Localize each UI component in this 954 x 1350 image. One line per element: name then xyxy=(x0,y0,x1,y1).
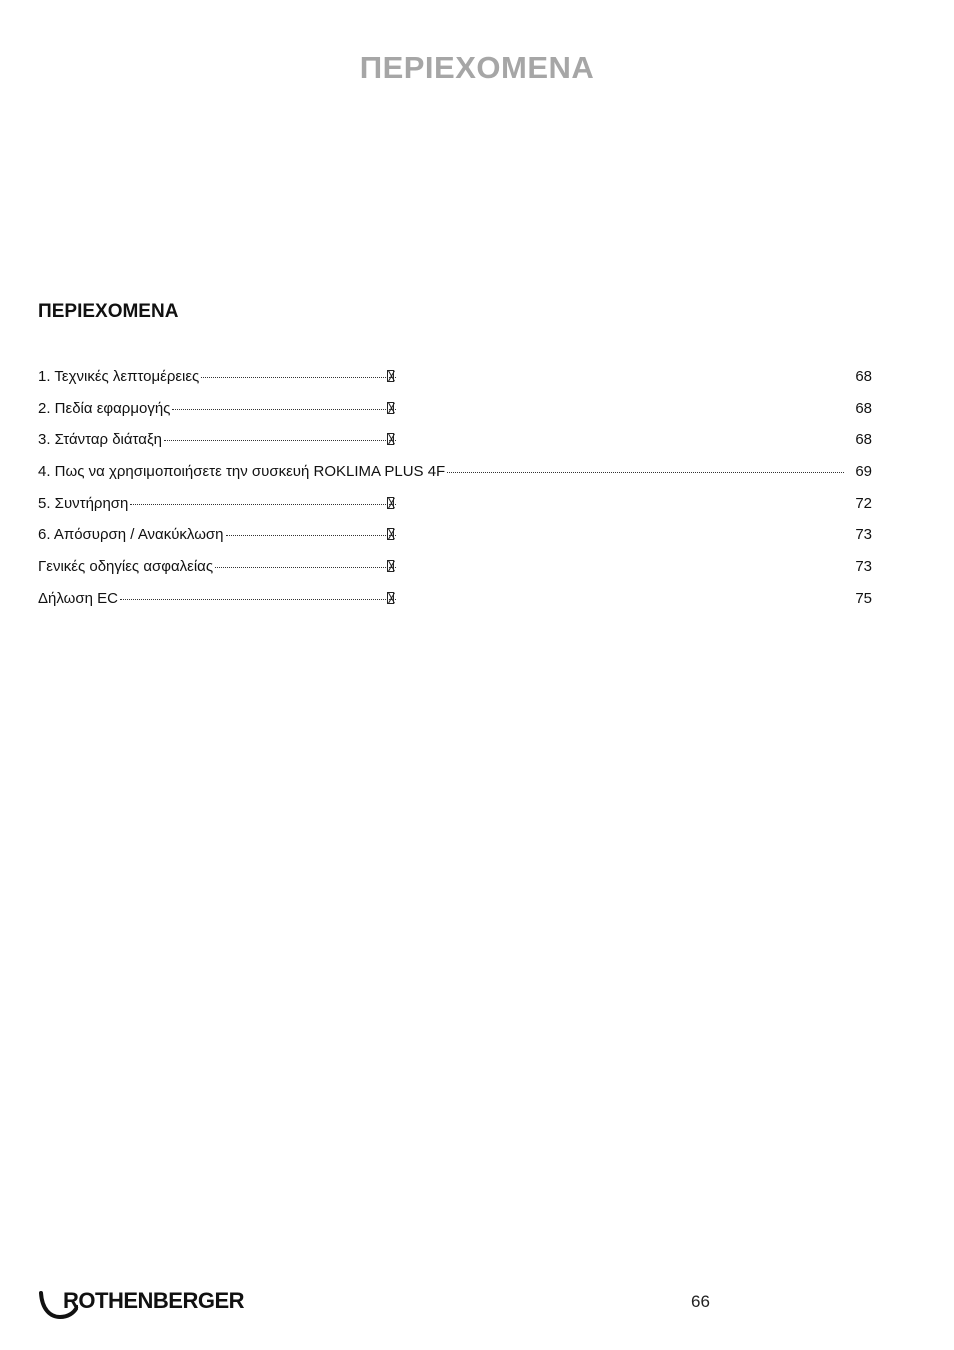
missing-glyph-icon xyxy=(387,560,394,572)
toc-entry-page: 73 xyxy=(855,526,872,544)
toc-list xyxy=(38,365,872,619)
dot-leader xyxy=(130,503,396,505)
toc-entry-label: 5. Συντήρηση xyxy=(38,494,129,512)
dot-leader xyxy=(120,598,396,600)
toc-entry-label: Δήλωση EC xyxy=(38,589,118,607)
missing-glyph-icon xyxy=(387,402,394,414)
toc-entry-label: 6. Απόσυρση / Ανακύκλωση xyxy=(38,526,224,544)
toc-entry-page: 69 xyxy=(855,463,872,481)
toc-heading: ΠΕΡΙΕΧΟΜΕΝΑ xyxy=(38,301,179,322)
toc-entry[interactable] xyxy=(38,365,872,397)
missing-glyph-icon xyxy=(387,497,394,509)
toc-entry-label: 4. Πως να χρησιμοποιήσετε την συσκευή ROKLIMA PLUS 4F xyxy=(38,463,446,481)
missing-glyph-icon xyxy=(387,370,394,382)
missing-glyph-icon xyxy=(387,528,394,540)
toc-entry-page: 75 xyxy=(855,589,872,607)
toc-entry-page: 73 xyxy=(855,558,872,576)
toc-entry[interactable] xyxy=(38,492,872,524)
dot-leader xyxy=(226,534,396,536)
missing-glyph-icon xyxy=(387,592,394,604)
toc-entry-label: Γενικές οδηγίες ασφαλείας xyxy=(38,558,214,576)
toc-entry-page: 68 xyxy=(855,368,872,385)
toc-entry[interactable] xyxy=(38,428,872,460)
toc-entry-label: 1. Τεχνικές λεπτομέρειες xyxy=(38,368,200,385)
brand-logo xyxy=(38,1287,278,1323)
missing-glyph-icon xyxy=(387,433,394,445)
toc-entry-page: 68 xyxy=(855,399,872,417)
page-number: 66 xyxy=(691,1292,710,1311)
toc-entry-label: 2. Πεδία εφαρμογής xyxy=(38,399,171,417)
toc-entry[interactable] xyxy=(38,555,872,587)
brand-logo-text: ROTHENBERGER xyxy=(63,1288,245,1313)
toc-entry[interactable] xyxy=(38,587,872,619)
dot-leader xyxy=(201,376,396,378)
toc-entry-label: 3. Στάνταρ διάταξη xyxy=(38,431,162,449)
toc-entry[interactable] xyxy=(38,523,872,555)
dot-leader xyxy=(164,439,396,441)
dot-leader xyxy=(215,566,396,568)
dot-leader xyxy=(172,408,396,410)
toc-entry[interactable] xyxy=(38,460,872,492)
page-header-title: ΠΕΡΙΕΧΟΜΕΝΑ xyxy=(359,50,595,85)
toc-entry[interactable] xyxy=(38,397,872,429)
toc-entry-page: 72 xyxy=(855,494,872,512)
dot-leader xyxy=(447,471,844,473)
toc-entry-page: 68 xyxy=(855,431,872,449)
